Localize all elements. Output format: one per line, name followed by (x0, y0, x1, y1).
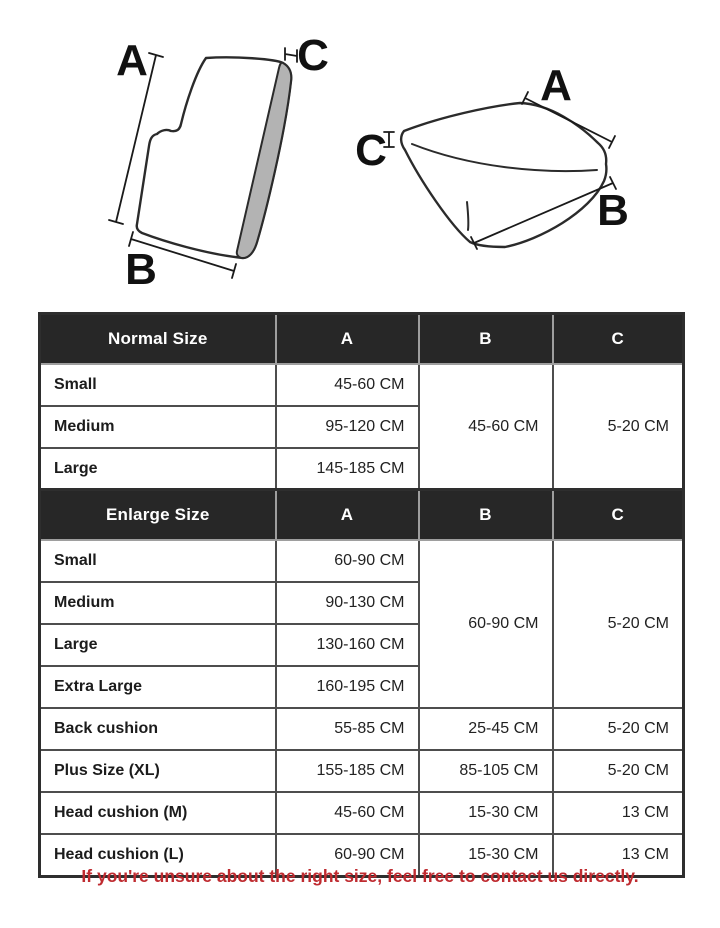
column-header-b: B (419, 314, 553, 365)
value-c-merged: 5-20 CM (553, 540, 684, 708)
label-a: A (116, 36, 148, 85)
measurement-diagrams (0, 0, 720, 302)
value-a: 145-185 CM (276, 448, 419, 491)
size-name: Small (40, 540, 276, 582)
table-title: Enlarge Size (40, 490, 276, 541)
value-b: 25-45 CM (419, 708, 553, 750)
size-name: Plus Size (XL) (40, 750, 276, 792)
value-c: 13 CM (553, 834, 684, 877)
size-name: Back cushion (40, 708, 276, 750)
size-name: Medium (40, 582, 276, 624)
value-b-merged: 60-90 CM (419, 540, 553, 708)
value-c: 5-20 CM (553, 708, 684, 750)
size-name: Medium (40, 406, 276, 448)
value-a: 55-85 CM (276, 708, 419, 750)
table-row (40, 708, 684, 750)
value-c: 5-20 CM (553, 750, 684, 792)
column-header-b: B (419, 490, 553, 541)
size-help-note: If you're unsure about the right size, feel free to contact us directly. (81, 866, 639, 886)
value-a: 60-90 CM (276, 540, 419, 582)
column-header-a: A (276, 314, 419, 365)
value-a: 45-60 CM (276, 792, 419, 834)
label-b: B (125, 245, 157, 294)
seat-cushion-diagram (355, 61, 629, 249)
table-row (40, 540, 684, 582)
label-a: A (540, 61, 572, 110)
value-a: 90-130 CM (276, 582, 419, 624)
value-a: 60-90 CM (276, 834, 419, 877)
dimension-line-c (285, 48, 297, 62)
value-b: 15-30 CM (419, 792, 553, 834)
value-b-merged: 45-60 CM (419, 364, 553, 491)
table-row (40, 792, 684, 834)
value-a: 155-185 CM (276, 750, 419, 792)
size-name: Small (40, 364, 276, 406)
size-name: Extra Large (40, 666, 276, 708)
table-header-row (40, 490, 684, 541)
table-row (40, 750, 684, 792)
value-a: 95-120 CM (276, 406, 419, 448)
back-cushion-diagram (109, 31, 329, 294)
size-name: Large (40, 448, 276, 491)
label-c: C (297, 31, 329, 80)
value-a: 160-195 CM (276, 666, 419, 708)
size-name: Head cushion (L) (40, 834, 276, 877)
value-c: 13 CM (553, 792, 684, 834)
label-c: C (355, 126, 387, 175)
value-b: 15-30 CM (419, 834, 553, 877)
label-b: B (597, 186, 629, 235)
value-a: 130-160 CM (276, 624, 419, 666)
value-b: 85-105 CM (419, 750, 553, 792)
size-name: Large (40, 624, 276, 666)
enlarge-size-table (38, 488, 685, 878)
column-header-c: C (553, 490, 684, 541)
value-a: 45-60 CM (276, 364, 419, 406)
column-header-c: C (553, 314, 684, 365)
value-c-merged: 5-20 CM (553, 364, 684, 491)
table-row (40, 364, 684, 406)
normal-size-table (38, 312, 685, 492)
size-name: Head cushion (M) (40, 792, 276, 834)
table-title: Normal Size (40, 314, 276, 365)
table-header-row (40, 314, 684, 365)
column-header-a: A (276, 490, 419, 541)
